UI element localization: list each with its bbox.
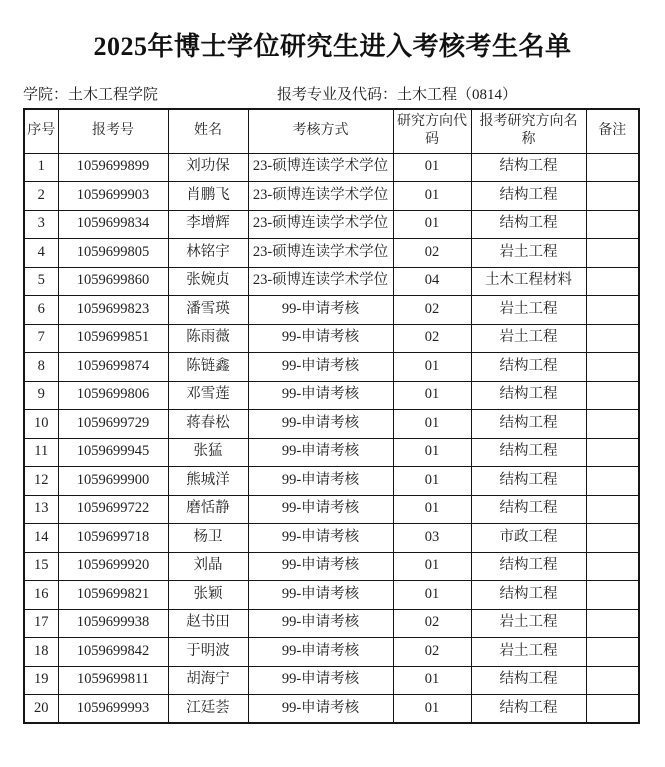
cell-remark bbox=[586, 267, 639, 296]
cell-dir_name: 结构工程 bbox=[471, 182, 586, 211]
cell-dir_name: 岩土工程 bbox=[471, 609, 586, 638]
cell-id: 1059699860 bbox=[58, 267, 168, 296]
cell-remark bbox=[586, 695, 639, 724]
cell-name: 刘功保 bbox=[168, 153, 248, 182]
cell-name: 于明波 bbox=[168, 638, 248, 667]
cell-method: 23-硕博连读学术学位 bbox=[248, 153, 393, 182]
cell-remark bbox=[586, 410, 639, 439]
table-row bbox=[24, 239, 639, 268]
cell-name: 肖鹏飞 bbox=[168, 182, 248, 211]
cell-name: 江廷荟 bbox=[168, 695, 248, 724]
cell-name: 邓雪莲 bbox=[168, 381, 248, 410]
cell-id: 1059699920 bbox=[58, 552, 168, 581]
major-field bbox=[277, 83, 517, 104]
cell-dir_code: 03 bbox=[393, 524, 471, 553]
table-row bbox=[24, 324, 639, 353]
cell-method: 99-申请考核 bbox=[248, 695, 393, 724]
cell-name: 李增辉 bbox=[168, 210, 248, 239]
table-row bbox=[24, 381, 639, 410]
cell-dir_name: 结构工程 bbox=[471, 666, 586, 695]
header-row bbox=[24, 109, 639, 153]
cell-name: 张颖 bbox=[168, 581, 248, 610]
table-row bbox=[24, 267, 639, 296]
cell-name: 陈链鑫 bbox=[168, 353, 248, 382]
cell-name: 张婉贞 bbox=[168, 267, 248, 296]
cell-method: 99-申请考核 bbox=[248, 296, 393, 325]
cell-id: 1059699938 bbox=[58, 609, 168, 638]
cell-id: 1059699903 bbox=[58, 182, 168, 211]
cell-id: 1059699805 bbox=[58, 239, 168, 268]
cell-dir_name: 岩土工程 bbox=[471, 324, 586, 353]
cell-dir_name: 岩土工程 bbox=[471, 638, 586, 667]
cell-name: 熊城洋 bbox=[168, 467, 248, 496]
cell-name: 磨恬静 bbox=[168, 495, 248, 524]
cell-name: 潘雪瑛 bbox=[168, 296, 248, 325]
cell-dir_name: 岩土工程 bbox=[471, 239, 586, 268]
table-row bbox=[24, 182, 639, 211]
cell-method: 99-申请考核 bbox=[248, 524, 393, 553]
cell-dir_code: 01 bbox=[393, 695, 471, 724]
cell-remark bbox=[586, 353, 639, 382]
cell-method: 99-申请考核 bbox=[248, 581, 393, 610]
column-header-name: 姓名 bbox=[168, 109, 248, 153]
cell-dir_code: 02 bbox=[393, 638, 471, 667]
cell-id: 1059699945 bbox=[58, 438, 168, 467]
page-title: 2025年博士学位研究生进入考核考生名单 bbox=[93, 32, 572, 61]
cell-no: 14 bbox=[24, 524, 58, 553]
table-row bbox=[24, 438, 639, 467]
column-header-remark: 备注 bbox=[586, 109, 639, 153]
cell-dir_name: 结构工程 bbox=[471, 552, 586, 581]
cell-remark bbox=[586, 153, 639, 182]
column-header-method: 考核方式 bbox=[248, 109, 393, 153]
cell-name: 林铭宇 bbox=[168, 239, 248, 268]
cell-no: 12 bbox=[24, 467, 58, 496]
cell-no: 5 bbox=[24, 267, 58, 296]
table-body bbox=[24, 153, 639, 723]
cell-no: 7 bbox=[24, 324, 58, 353]
cell-dir_name: 结构工程 bbox=[471, 581, 586, 610]
meta-line bbox=[0, 83, 665, 103]
cell-remark bbox=[586, 210, 639, 239]
table-row bbox=[24, 296, 639, 325]
cell-id: 1059699993 bbox=[58, 695, 168, 724]
cell-name: 赵书田 bbox=[168, 609, 248, 638]
cell-id: 1059699718 bbox=[58, 524, 168, 553]
cell-remark bbox=[586, 638, 639, 667]
cell-dir_name: 结构工程 bbox=[471, 381, 586, 410]
cell-dir_code: 01 bbox=[393, 182, 471, 211]
column-header-id: 报考号 bbox=[58, 109, 168, 153]
cell-dir_code: 01 bbox=[393, 467, 471, 496]
cell-remark bbox=[586, 438, 639, 467]
cell-dir_code: 01 bbox=[393, 666, 471, 695]
cell-dir_code: 02 bbox=[393, 296, 471, 325]
cell-remark bbox=[586, 495, 639, 524]
cell-dir_name: 岩土工程 bbox=[471, 296, 586, 325]
cell-remark bbox=[586, 666, 639, 695]
table-row bbox=[24, 695, 639, 724]
cell-remark bbox=[586, 239, 639, 268]
cell-method: 99-申请考核 bbox=[248, 609, 393, 638]
cell-id: 1059699821 bbox=[58, 581, 168, 610]
college-label: 学院： bbox=[23, 87, 69, 103]
cell-method: 23-硕博连读学术学位 bbox=[248, 239, 393, 268]
cell-method: 23-硕博连读学术学位 bbox=[248, 267, 393, 296]
column-header-no: 序号 bbox=[24, 109, 58, 153]
cell-dir_code: 01 bbox=[393, 495, 471, 524]
cell-name: 胡海宁 bbox=[168, 666, 248, 695]
cell-remark bbox=[586, 467, 639, 496]
cell-dir_code: 01 bbox=[393, 410, 471, 439]
cell-remark bbox=[586, 296, 639, 325]
cell-dir_name: 结构工程 bbox=[471, 438, 586, 467]
cell-no: 19 bbox=[24, 666, 58, 695]
table-row bbox=[24, 638, 639, 667]
cell-dir_code: 01 bbox=[393, 353, 471, 382]
cell-remark bbox=[586, 324, 639, 353]
table-row bbox=[24, 581, 639, 610]
column-header-dir_code: 研究方向代码 bbox=[393, 109, 471, 153]
college-value: 土木工程学院 bbox=[68, 87, 159, 103]
cell-dir_code: 01 bbox=[393, 552, 471, 581]
cell-dir_name: 结构工程 bbox=[471, 495, 586, 524]
cell-no: 18 bbox=[24, 638, 58, 667]
cell-dir_code: 02 bbox=[393, 239, 471, 268]
table-row bbox=[24, 609, 639, 638]
cell-method: 99-申请考核 bbox=[248, 410, 393, 439]
cell-dir_code: 01 bbox=[393, 153, 471, 182]
cell-method: 23-硕博连读学术学位 bbox=[248, 182, 393, 211]
cell-no: 17 bbox=[24, 609, 58, 638]
cell-method: 99-申请考核 bbox=[248, 353, 393, 382]
cell-remark bbox=[586, 524, 639, 553]
cell-dir_name: 结构工程 bbox=[471, 695, 586, 724]
cell-method: 99-申请考核 bbox=[248, 438, 393, 467]
cell-dir_name: 土木工程材料 bbox=[471, 267, 586, 296]
cell-dir_name: 结构工程 bbox=[471, 153, 586, 182]
cell-remark bbox=[586, 609, 639, 638]
major-label: 报考专业及代码： bbox=[277, 87, 398, 103]
table-row bbox=[24, 410, 639, 439]
cell-id: 1059699842 bbox=[58, 638, 168, 667]
table-row bbox=[24, 210, 639, 239]
cell-no: 6 bbox=[24, 296, 58, 325]
cell-no: 13 bbox=[24, 495, 58, 524]
column-header-dir_name: 报考研究方向名称 bbox=[471, 109, 586, 153]
cell-id: 1059699899 bbox=[58, 153, 168, 182]
cell-no: 3 bbox=[24, 210, 58, 239]
cell-no: 11 bbox=[24, 438, 58, 467]
cell-id: 1059699900 bbox=[58, 467, 168, 496]
cell-dir_name: 结构工程 bbox=[471, 410, 586, 439]
cell-remark bbox=[586, 581, 639, 610]
cell-name: 张猛 bbox=[168, 438, 248, 467]
cell-dir_code: 02 bbox=[393, 324, 471, 353]
cell-no: 8 bbox=[24, 353, 58, 382]
cell-dir_code: 02 bbox=[393, 609, 471, 638]
cell-method: 23-硕博连读学术学位 bbox=[248, 210, 393, 239]
cell-name: 杨卫 bbox=[168, 524, 248, 553]
candidate-roster-table bbox=[23, 108, 640, 724]
cell-dir_name: 市政工程 bbox=[471, 524, 586, 553]
table-row bbox=[24, 524, 639, 553]
cell-method: 99-申请考核 bbox=[248, 638, 393, 667]
cell-remark bbox=[586, 381, 639, 410]
cell-method: 99-申请考核 bbox=[248, 324, 393, 353]
cell-method: 99-申请考核 bbox=[248, 467, 393, 496]
cell-dir_code: 01 bbox=[393, 381, 471, 410]
cell-id: 1059699851 bbox=[58, 324, 168, 353]
cell-no: 9 bbox=[24, 381, 58, 410]
cell-id: 1059699823 bbox=[58, 296, 168, 325]
cell-remark bbox=[586, 552, 639, 581]
cell-name: 蒋春松 bbox=[168, 410, 248, 439]
table-row bbox=[24, 153, 639, 182]
cell-no: 20 bbox=[24, 695, 58, 724]
cell-dir_code: 04 bbox=[393, 267, 471, 296]
table-row bbox=[24, 467, 639, 496]
cell-no: 16 bbox=[24, 581, 58, 610]
table-row bbox=[24, 552, 639, 581]
major-value: 土木工程（0814） bbox=[397, 87, 518, 103]
cell-no: 1 bbox=[24, 153, 58, 182]
cell-dir_name: 结构工程 bbox=[471, 210, 586, 239]
cell-name: 陈雨薇 bbox=[168, 324, 248, 353]
cell-no: 10 bbox=[24, 410, 58, 439]
table-row bbox=[24, 666, 639, 695]
cell-method: 99-申请考核 bbox=[248, 381, 393, 410]
cell-dir_code: 01 bbox=[393, 581, 471, 610]
cell-dir_code: 01 bbox=[393, 438, 471, 467]
table-row bbox=[24, 495, 639, 524]
table-row bbox=[24, 353, 639, 382]
cell-id: 1059699811 bbox=[58, 666, 168, 695]
cell-method: 99-申请考核 bbox=[248, 495, 393, 524]
cell-method: 99-申请考核 bbox=[248, 552, 393, 581]
cell-no: 15 bbox=[24, 552, 58, 581]
cell-id: 1059699806 bbox=[58, 381, 168, 410]
cell-no: 4 bbox=[24, 239, 58, 268]
cell-id: 1059699729 bbox=[58, 410, 168, 439]
college-field bbox=[23, 83, 158, 104]
cell-no: 2 bbox=[24, 182, 58, 211]
cell-id: 1059699834 bbox=[58, 210, 168, 239]
cell-dir_code: 01 bbox=[393, 210, 471, 239]
cell-remark bbox=[586, 182, 639, 211]
cell-method: 99-申请考核 bbox=[248, 666, 393, 695]
cell-id: 1059699874 bbox=[58, 353, 168, 382]
cell-name: 刘晶 bbox=[168, 552, 248, 581]
cell-id: 1059699722 bbox=[58, 495, 168, 524]
cell-dir_name: 结构工程 bbox=[471, 353, 586, 382]
cell-dir_name: 结构工程 bbox=[471, 467, 586, 496]
